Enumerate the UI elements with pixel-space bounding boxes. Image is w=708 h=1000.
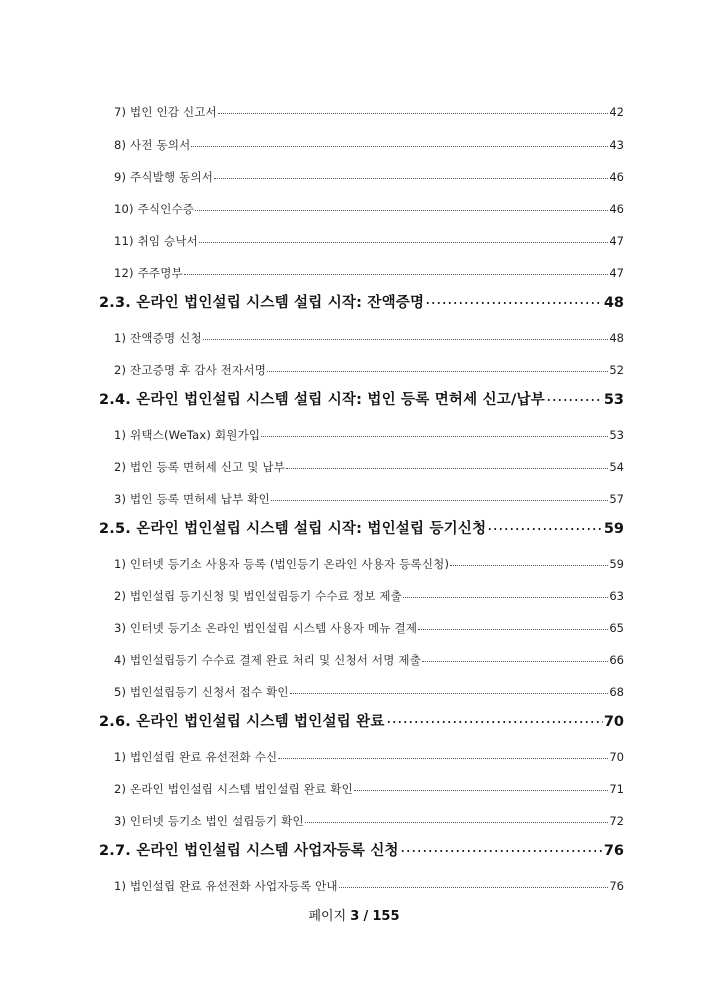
toc-entry-label: 5) 법인설립등기 신청서 접수 확인 [114,685,289,699]
dot-leader [286,460,608,472]
toc-entry-page-number: 66 [609,653,624,667]
toc-entry-page-number: 48 [603,295,624,311]
toc-entry-page-number: 59 [603,521,624,537]
dot-leader [386,712,603,727]
total-pages: 155 [372,909,400,924]
toc-entry-page-number: 54 [609,460,624,474]
toc-entry-label: 3) 인터넷 등기소 법인 설립등기 확인 [114,814,304,828]
toc-entry-label: 3) 법인 등록 면허세 납부 확인 [114,492,270,506]
toc-entry-label: 1) 법인설립 완료 유선전화 사업자등록 안내 [114,879,338,893]
toc-subsection-entry[interactable] [114,233,624,249]
toc-entry-label: 2.5. 온라인 법인설립 시스템 설립 시작: 법인설립 등기신청 [99,521,487,537]
toc-subsection-entry[interactable] [114,330,624,346]
toc-entry-label: 8) 사전 동의서 [114,138,191,152]
toc-section-entry[interactable] [99,517,624,538]
dot-leader [418,621,608,633]
current-page-number: 3 [350,909,360,924]
toc-subsection-entry[interactable] [114,749,624,765]
toc-subsection-entry[interactable] [114,459,624,475]
toc-entry-label: 2.7. 온라인 법인설립 시스템 사업자등록 신청 [99,843,399,859]
toc-entry-label: 9) 주식발행 동의서 [114,170,214,184]
toc-entry-label: 1) 인터넷 등기소 사용자 등록 (법인등기 온라인 사용자 등록신청) [114,557,450,571]
toc-entry-page-number: 48 [609,331,624,345]
dot-leader [546,390,603,405]
toc-subsection-entry[interactable] [114,137,624,153]
toc-subsection-entry[interactable] [114,813,624,829]
dot-leader [261,428,608,440]
toc-entry-label: 11) 취임 승낙서 [114,234,198,248]
dot-leader [422,653,608,665]
toc-entry-label: 7) 법인 인감 신고서 [114,105,217,119]
toc-entry-page-number: 72 [609,814,624,828]
dot-leader [400,841,603,856]
toc-entry-page-number: 76 [603,843,624,859]
toc-entry-page-number: 76 [609,879,624,893]
toc-entry-page-number: 70 [603,714,624,730]
page-separator: / [363,909,369,924]
toc-entry-page-number: 46 [609,202,624,216]
toc-section-entry[interactable] [99,710,624,731]
dot-leader [203,331,609,343]
toc-subsection-entry[interactable] [114,104,624,120]
toc-entry-page-number: 53 [603,392,624,408]
toc-entry-page-number: 46 [609,170,624,184]
toc-entry-page-number: 71 [609,782,624,796]
dot-leader [218,105,608,117]
toc-subsection-entry[interactable] [114,265,624,281]
dot-leader [214,170,608,182]
toc-entry-label: 2.6. 온라인 법인설립 시스템 법인설립 완료 [99,714,385,730]
toc-entry-label: 2) 법인 등록 면허세 신고 및 납부 [114,460,286,474]
toc-entry-label: 12) 주주명부 [114,266,183,280]
dot-leader [195,202,608,214]
toc-entry-page-number: 65 [609,621,624,635]
toc-entry-label: 3) 인터넷 등기소 온라인 법인설립 시스템 사용자 메뉴 결제 [114,621,418,635]
toc-subsection-entry[interactable] [114,878,624,894]
dot-leader [278,750,608,762]
dot-leader [199,234,608,246]
toc-entry-label: 2.4. 온라인 법인설립 시스템 설립 시작: 법인 등록 면허세 신고/납부 [99,392,545,408]
toc-entry-page-number: 68 [609,685,624,699]
toc-entry-page-number: 63 [609,589,624,603]
toc-section-entry[interactable] [99,839,624,860]
toc-entry-label: 4) 법인설립등기 수수료 결제 완료 처리 및 신청서 서명 제출 [114,653,422,667]
toc-section-entry[interactable] [99,291,624,312]
toc-subsection-entry[interactable] [114,169,624,185]
toc-subsection-entry[interactable] [114,620,624,636]
page-footer [0,905,708,924]
toc-subsection-entry[interactable] [114,684,624,700]
dot-leader [290,685,609,697]
toc-entry-page-number: 47 [609,266,624,280]
toc-entry-label: 10) 주식인수증 [114,202,195,216]
toc-entry-page-number: 52 [609,363,624,377]
toc-entry-page-number: 42 [609,105,624,119]
dot-leader [354,782,608,794]
toc-subsection-entry[interactable] [114,362,624,378]
toc-entry-label: 1) 법인설립 완료 유선전화 수신 [114,750,278,764]
toc-subsection-entry[interactable] [114,652,624,668]
toc-entry-label: 2) 법인설립 등기신청 및 법인설립등기 수수료 정보 제출 [114,589,402,603]
toc-entry-label: 2) 잔고증명 후 감사 전자서명 [114,363,267,377]
toc-subsection-entry[interactable] [114,556,624,572]
page-label: 페이지 [308,909,347,924]
dot-leader [184,266,609,278]
toc-subsection-entry[interactable] [114,588,624,604]
toc-entry-page-number: 53 [609,428,624,442]
dot-leader [450,557,608,569]
toc-subsection-entry[interactable] [114,427,624,443]
toc-entry-label: 1) 위택스(WeTax) 회원가입 [114,428,261,442]
toc-subsection-entry[interactable] [114,491,624,507]
toc-entry-page-number: 70 [609,750,624,764]
toc-entry-label: 2.3. 온라인 법인설립 시스템 설립 시작: 잔액증명 [99,295,425,311]
toc-entry-page-number: 47 [609,234,624,248]
toc-entry-page-number: 59 [609,557,624,571]
dot-leader [339,879,609,891]
dot-leader [267,363,608,375]
dot-leader [191,138,608,150]
dot-leader [487,519,603,534]
toc-section-entry[interactable] [99,388,624,409]
toc-entry-label: 2) 온라인 법인설립 시스템 법인설립 완료 확인 [114,782,353,796]
dot-leader [305,814,609,826]
dot-leader [403,589,608,601]
toc-entry-label: 1) 잔액증명 신청 [114,331,202,345]
toc-entry-page-number: 57 [609,492,624,506]
toc-subsection-entry[interactable] [114,201,624,217]
toc-entry-page-number: 43 [609,138,624,152]
dot-leader [425,293,603,308]
dot-leader [271,492,608,504]
toc-subsection-entry[interactable] [114,781,624,797]
